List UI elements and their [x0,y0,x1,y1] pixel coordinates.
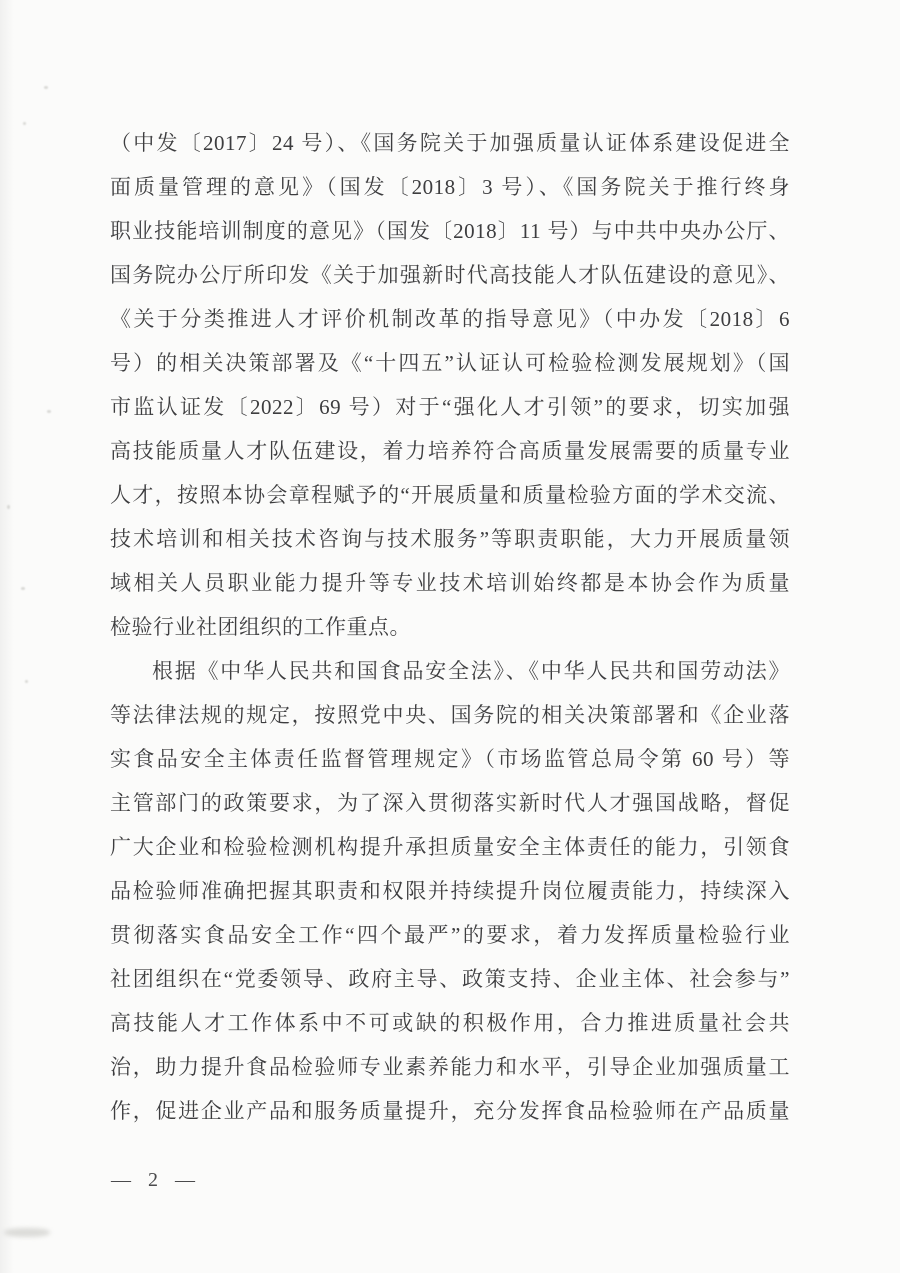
text-line: 域相关人员职业能力提升等专业技术培训始终都是本协会作为质量 [110,571,790,595]
text-line: 品检验师准确把握其职责和权限并持续提升岗位履责能力，持续深入 [110,879,790,903]
text-line: 职业技能培训制度的意见》（国发〔2018〕11 号）与中共中央办公厅、 [110,219,790,243]
scan-speck [7,505,10,509]
text-line: 《关于分类推进人才评价机制改革的指导意见》（中办发〔2018〕6 [110,307,790,331]
text-line: 社团组织在“党委领导、政府主导、政策支持、企业主体、社会参与” [110,967,790,991]
text-line: 号）的相关决策部署及《“十四五”认证认可检验检测发展规划》（国 [110,351,790,375]
document-body [110,121,790,1133]
scan-smudge [4,1228,50,1237]
text-line: 国务院办公厅所印发《关于加强新时代高技能人才队伍建设的意见》、 [110,263,790,287]
text-line: 高技能人才工作体系中不可或缺的积极作用，合力推进质量社会共 [110,1011,790,1035]
scan-speck [25,680,28,683]
text-line: 贯彻落实食品安全工作“四个最严”的要求，着力发挥质量检验行业 [110,923,790,947]
text-line: 技术培训和相关技术咨询与技术服务”等职责职能，大力开展质量领 [110,527,790,551]
text-line: 作，促进企业产品和服务质量提升，充分发挥食品检验师在产品质量 [110,1099,790,1123]
text-line: 高技能质量人才队伍建设，着力培养符合高质量发展需要的质量专业 [110,439,790,463]
text-line: 市监认证发〔2022〕69 号）对于“强化人才引领”的要求，切实加强 [110,395,790,419]
text-line-paragraph-end: 检验行业社团组织的工作重点。 [110,615,411,639]
scan-speck [21,587,25,590]
text-line-paragraph-start: 根据《中华人民共和国食品安全法》、《中华人民共和国劳动法》 [152,659,790,683]
scan-speck [47,410,51,413]
text-line: （中发〔2017〕24 号）、《国务院关于加强质量认证体系建设促进全 [110,131,790,155]
scan-speck [44,86,48,89]
scan-speck [23,122,26,125]
text-line: 治，助力提升食品检验师专业素养能力和水平，引导企业加强质量工 [110,1055,790,1079]
text-line: 人才，按照本协会章程赋予的“开展质量和质量检验方面的学术交流、 [110,483,790,507]
text-line: 主管部门的政策要求，为了深入贯彻落实新时代人才强国战略，督促 [110,791,790,815]
page-number: — 2 — [111,1169,201,1191]
text-line: 面质量管理的意见》（国发〔2018〕3 号）、《国务院关于推行终身 [110,175,790,199]
scan-edge-shade [0,0,14,1273]
text-line: 等法律法规的规定，按照党中央、国务院的相关决策部署和《企业落 [110,703,790,727]
text-line: 广大企业和检验检测机构提升承担质量安全主体责任的能力，引领食 [110,835,790,859]
text-line: 实食品安全主体责任监督管理规定》（市场监管总局令第 60 号）等 [110,747,790,771]
